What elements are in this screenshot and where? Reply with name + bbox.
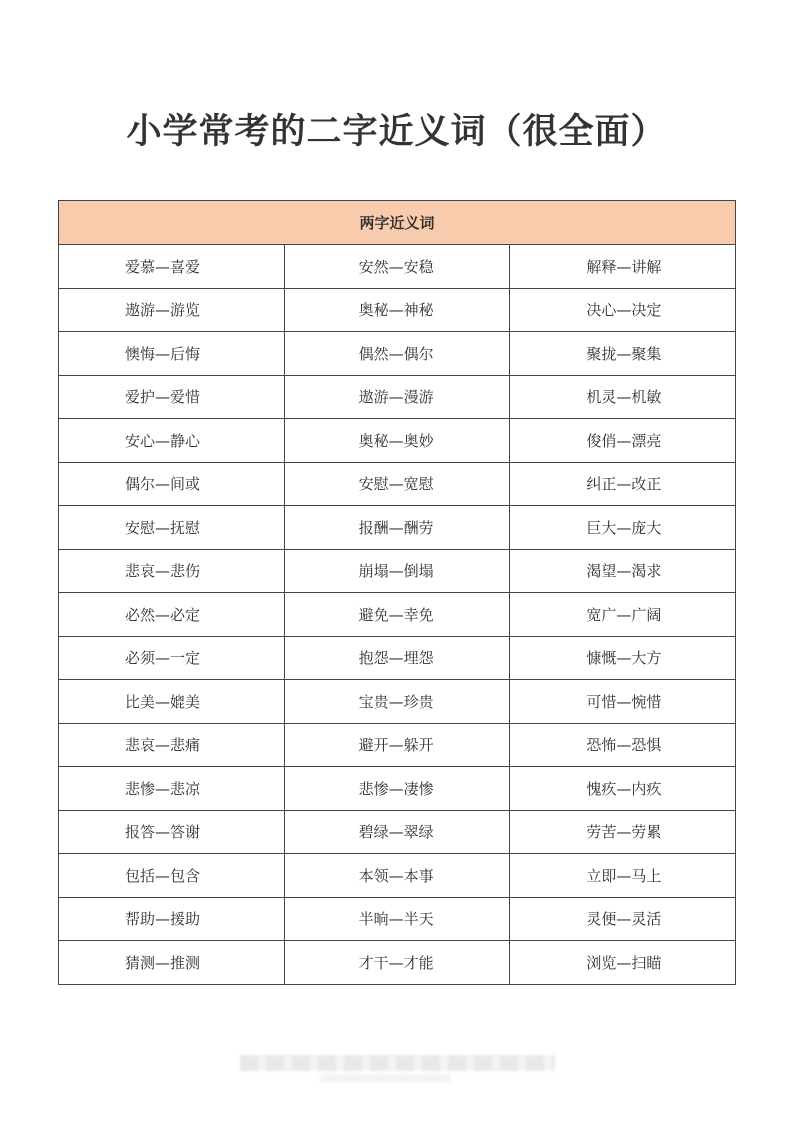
synonym-cell: 解释—讲解 [510,245,736,289]
synonym-cell: 聚拢—聚集 [510,332,736,376]
synonym-cell: 悲哀—悲痛 [59,723,285,767]
table-body [59,245,736,985]
synonym-cell: 猜测—推测 [59,941,285,985]
synonym-cell: 巨大—庞大 [510,506,736,550]
table-row [59,680,736,724]
synonym-cell: 决心—决定 [510,288,736,332]
synonym-cell: 抱怨—埋怨 [284,636,510,680]
table-row [59,462,736,506]
synonym-cell: 愧疚—内疚 [510,767,736,811]
table-row [59,375,736,419]
synonym-cell: 遨游—游览 [59,288,285,332]
table-header: 两字近义词 [59,201,736,245]
synonym-cell: 机灵—机敏 [510,375,736,419]
synonym-cell: 慷慨—大方 [510,636,736,680]
table-row [59,854,736,898]
synonym-cell: 俊俏—漂亮 [510,419,736,463]
synonym-cell: 报答—答谢 [59,810,285,854]
table-row [59,332,736,376]
synonym-cell: 浏览—扫瞄 [510,941,736,985]
synonym-cell: 悲惨—悲凉 [59,767,285,811]
table-header-row [59,201,736,245]
table-row [59,723,736,767]
synonym-cell: 爱慕—喜爱 [59,245,285,289]
synonym-cell: 安心—静心 [59,419,285,463]
synonym-cell: 安慰—抚慰 [59,506,285,550]
synonym-cell: 必然—必定 [59,593,285,637]
synonym-cell: 必须—一定 [59,636,285,680]
table-row [59,549,736,593]
synonym-cell: 渴望—渴求 [510,549,736,593]
synonym-cell: 懊悔—后悔 [59,332,285,376]
synonym-cell: 崩塌—倒塌 [284,549,510,593]
table-row [59,636,736,680]
synonym-cell: 避开—躲开 [284,723,510,767]
table-row [59,419,736,463]
synonym-cell: 偶然—偶尔 [284,332,510,376]
table-row [59,767,736,811]
synonym-cell: 悲哀—悲伤 [59,549,285,593]
synonym-cell: 劳苦—劳累 [510,810,736,854]
synonym-cell: 立即—马上 [510,854,736,898]
table-row [59,941,736,985]
table-row [59,897,736,941]
synonym-cell: 包括—包含 [59,854,285,898]
synonym-cell: 奥秘—奥妙 [284,419,510,463]
page-title: 小学常考的二字近义词（很全面） [126,112,667,152]
synonym-cell: 帮助—援助 [59,897,285,941]
table-row [59,245,736,289]
synonym-cell: 报酬—酬劳 [284,506,510,550]
synonym-cell: 可惜—惋惜 [510,680,736,724]
table-row [59,810,736,854]
synonym-cell: 爱护—爱惜 [59,375,285,419]
synonym-cell: 安慰—宽慰 [284,462,510,506]
synonym-cell: 宽广—广阔 [510,593,736,637]
synonym-table [58,200,736,985]
synonym-cell: 悲惨—凄惨 [284,767,510,811]
synonym-cell: 恐怖—恐惧 [510,723,736,767]
table-row [59,288,736,332]
blurred-footer-watermark-line [320,1074,450,1082]
synonym-cell: 纠正—改正 [510,462,736,506]
blurred-footer-watermark [240,1055,555,1071]
synonym-cell: 碧绿—翠绿 [284,810,510,854]
table-row [59,506,736,550]
synonym-cell: 本领—本事 [284,854,510,898]
synonym-cell: 安然—安稳 [284,245,510,289]
synonym-cell: 比美—媲美 [59,680,285,724]
synonym-cell: 奥秘—神秘 [284,288,510,332]
synonym-cell: 遨游—漫游 [284,375,510,419]
synonym-cell: 宝贵—珍贵 [284,680,510,724]
synonym-cell: 避免—幸免 [284,593,510,637]
synonym-cell: 灵便—灵活 [510,897,736,941]
synonym-cell: 半晌—半天 [284,897,510,941]
table-row [59,593,736,637]
synonym-cell: 才干—才能 [284,941,510,985]
synonym-cell: 偶尔—间或 [59,462,285,506]
